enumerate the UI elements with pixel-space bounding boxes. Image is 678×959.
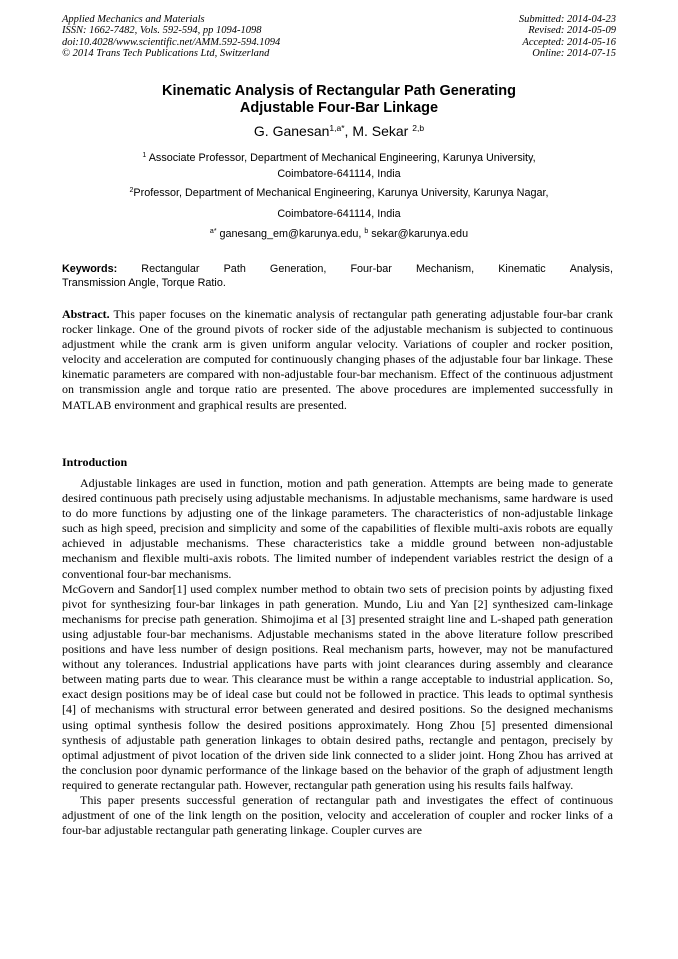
author-1-affiliation: 1,a* [329,123,345,133]
author-list [40,122,638,140]
author-separator: , [344,123,353,139]
keyword-word: Mechanism, [415,263,475,275]
email-b[interactable]: sekar@karunya.edu [368,228,469,240]
affiliation-2-line-1: Professor, Department of Mechanical Engineering, Karunya University, Karunya Nagar, [133,187,549,199]
affiliation-1-line-1: Associate Professor, Department of Mechanical Engineering, Karunya University, [146,152,536,164]
copyright: © 2014 Trans Tech Publications Ltd, Switzerland [62,48,270,60]
affiliation-2-line-2: Coimbatore-641114, India [277,208,401,220]
title-line-2: Adjustable Four-Bar Linkage [239,100,439,116]
author-1: G. Ganesan [253,123,330,139]
email-line [40,226,638,242]
abstract-label: Abstract. [62,307,110,321]
keyword-word: Rectangular [141,263,200,275]
author-2-affiliation: 2,b [412,123,425,133]
accepted-date: Accepted: 2014-05-16 [522,36,616,48]
submitted-date: Submitted: 2014-04-23 [518,14,616,25]
revised-date: Revised: 2014-05-09 [528,25,616,37]
intro-paragraph-3: This paper presents successful generation of rectangular path and investigates the effect of continuous adjustment of one of the link length on the position, velocity and acceleration of coupler and rocker links of a four-bar adjustable rectangular path generating linkage. Coupler curves are [62,792,613,838]
intro-paragraph-1: Adjustable linkages are used in function, motion and path generation. Attempts are being made to generate desired continuous path precisely using adjustable mechanisms. In adjustable mechanisms, same hardware is used to do more functions by adjusting one of the linkage parameters. The characteristics of non-adjustable linkage such as high speed, precision and simplicity and some of the capabilities of flexible multi-axis robots are equally achieved in adjustable mechanisms. These characteristics take a middle ground between non-adjustable mechanism and flexible multi-axis robots. The limited number of independent variables restrict the design of a conventional four-bar mechanisms. [62,476,613,581]
author-2: M. Sekar [352,123,413,139]
online-date: Online: 2014-07-15 [532,48,616,60]
keyword-word: Kinematic [498,263,546,275]
email-a[interactable]: ganesang_em@karunya.edu, [216,228,365,240]
affiliation-1 [40,150,638,182]
journal-info [62,14,280,60]
keywords [62,262,613,290]
affiliation-1-line-2: Coimbatore-641114, India [277,168,401,180]
keyword-word: Path [223,263,246,275]
email-b-marker: b [364,228,369,235]
keywords-label: Keywords: [62,263,118,275]
abstract-text: This paper focuses on the kinematic analysis of rectangular path generating adjustable four-bar crank rocker linkage. One of the ground pivots of rocker side of the adjustable mechanism is subjected to continuous adjustment while the crank arm is given uniform angular velocity. Variations of coupler and rocker position, velocity and acceleration are computed for continuously changing phases of the adjustable four bar linkage. These kinematic parameters are compared with non-adjustable four-bar mechanism. Effect of the continuous adjustment on transmission angle and torque ratio are presented. The above procedures are implemented successfully in MATLAB environment and graphical results are presented. [62,307,613,412]
section-heading-introduction: Introduction [62,455,128,469]
keywords-line-2: Transmission Angle, Torque Ratio. [62,277,226,289]
keywords-line-1 [62,262,613,276]
journal-name: Applied Mechanics and Materials [62,14,205,25]
title-line-1: Kinematic Analysis of Rectangular Path Generating [162,83,516,99]
affiliation-1-marker: 1 [142,152,147,159]
intro-paragraph-2: McGovern and Sandor[1] used complex number method to obtain two sets of precision points by adjusting fixed pivot for synthesizing four-bar linkages in path generation. Mundo, Liu and Yan [2] synthesized cam-linkage mechanisms for precise path generation. Shimojima et al [3] presented straight line and L-shaped path generation using adjustable four-bar mechanisms. Adjustable mechanisms stated in the above literature follow prescribed positions and have less number of design positions. Real mechanism parts, however, may not be manufactured without any tolerances. Industrial applications have parts with joint clearances during assembly and clearance between mating parts due to wear. This clearance must be within a range acceptable to industrial application. So, exact design positions may be of ideal case but could not be followed in practice. This leads to optimal synthesis [4] of mechanisms with structural error between generated and desired positions. So the designed mechanisms using optimal synthesis follow the desired positions approximately. Hong Zhou [5] presented dimensional synthesis of adjustable path generation linkages to obtain desired paths, rectangle and pentagon, precisely by optimal adjustment of pivot location of the driven side link connected to a slider joint. Hong Zhou has arrived at the conclusion poor dynamic performance of the linkage based on the behavior of the graph of adjustment length required to generate rectangular path. However, rectangular path generation using his results fails halfway. [62,581,613,792]
email-a-marker: a* [209,228,217,235]
affiliation-2 [40,183,638,225]
affiliation-2-marker: 2 [129,187,134,194]
issn: ISSN: 1662-7482, Vols. 592-594, pp 1094-1098 [62,25,262,37]
keyword-word: Four-bar [350,263,392,275]
introduction-body [62,476,613,838]
abstract [62,307,613,413]
keyword-word: Generation, [269,263,327,275]
paper-title [40,83,638,117]
doi-link[interactable]: doi:10.4028/www.scientific.net/AMM.592-594.1094 [62,36,281,48]
publication-dates [519,14,616,60]
keyword-word: Analysis, [569,263,613,275]
